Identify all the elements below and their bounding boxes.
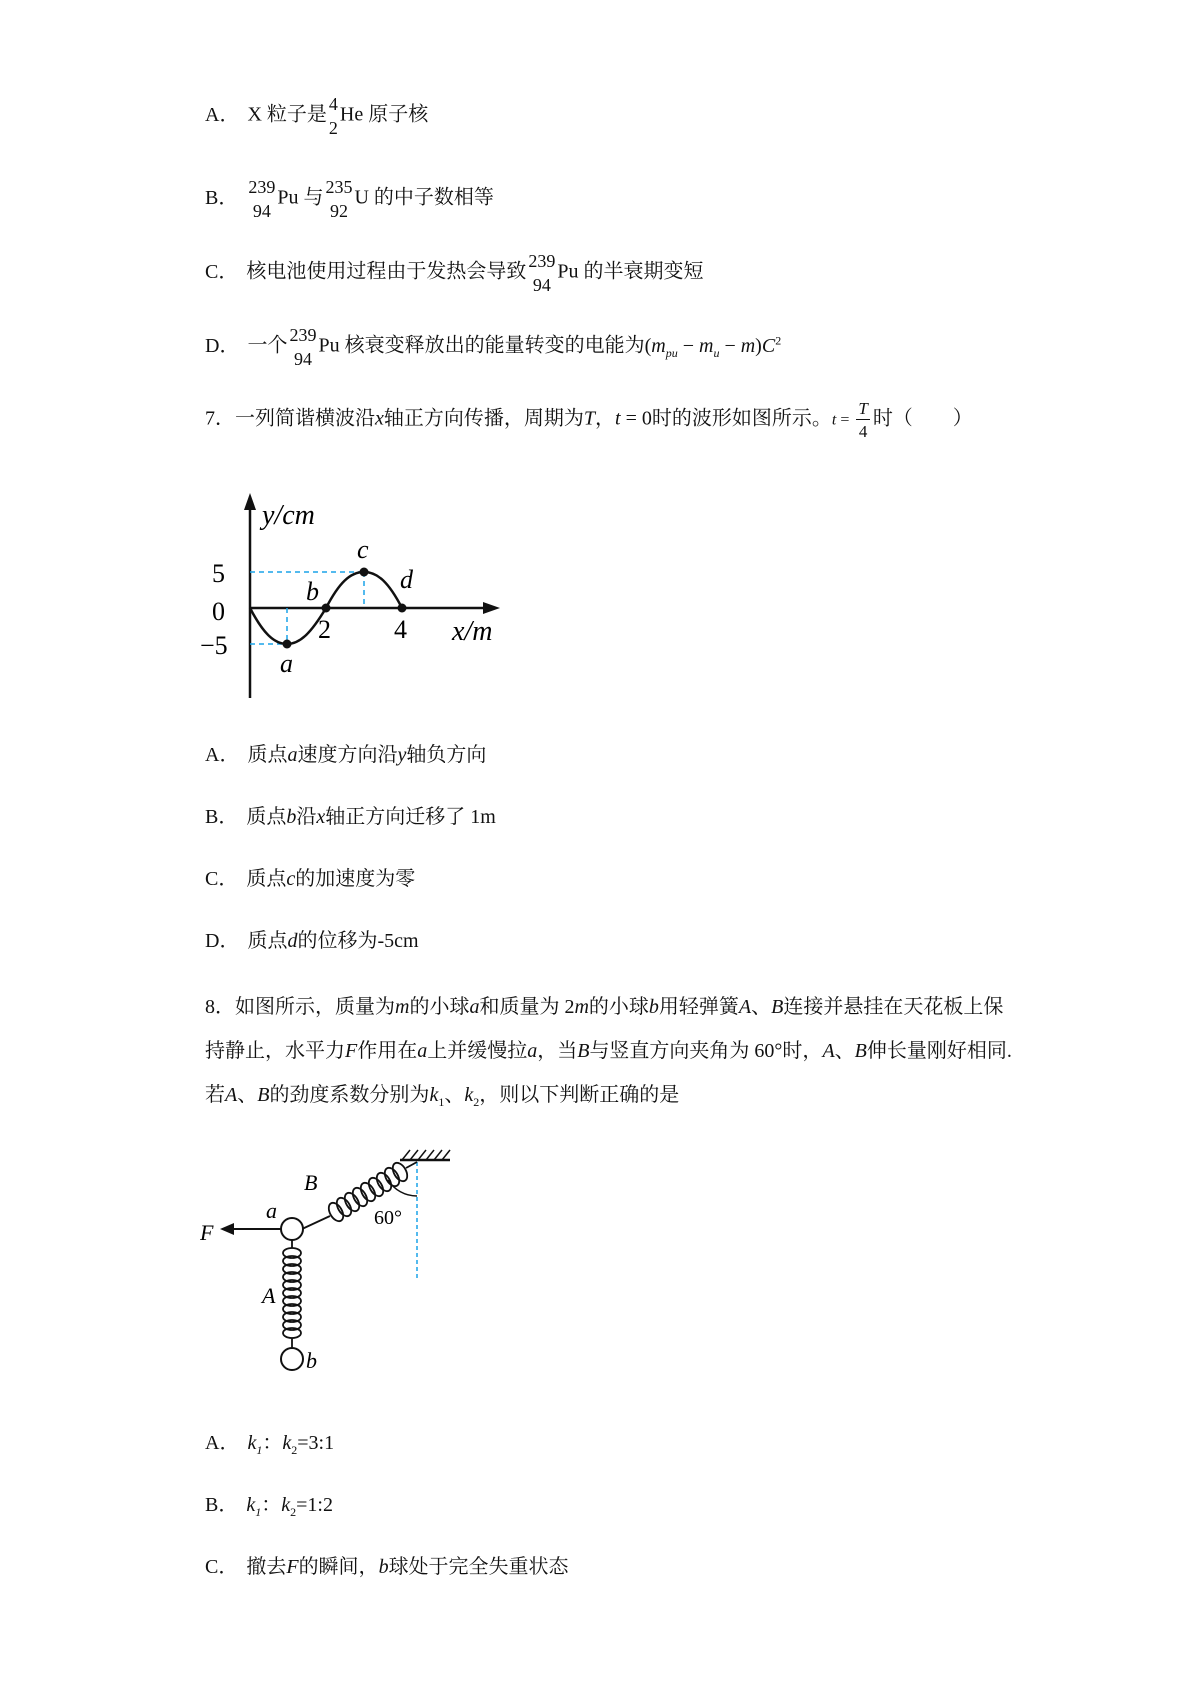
isotope-notation: 239 94: [289, 325, 317, 370]
energy-formula: $(m_{pu} - m_u - m)C^2$: [644, 333, 782, 360]
fraction-t-over-4: $\frac{T}{4}$: [858, 399, 868, 441]
angle-label: 60°: [374, 1207, 402, 1229]
label-c: c: [357, 535, 369, 564]
ball-b-label: b: [306, 1348, 317, 1373]
q6-option-d: D． 一个 239 94 Pu 核衰变释放出的能量转变的电能为$(m_{pu} - m_u - m)C^2$: [205, 325, 782, 370]
label-a: a: [280, 649, 293, 678]
ball-a-label: a: [266, 1198, 277, 1223]
ceiling-hatch: [402, 1150, 450, 1160]
tick-minus-5: −5: [200, 631, 228, 660]
q8-stem: 8．如图所示，质量为m的小球a和质量为 2m的小球b用轻弹簧A、B连接并悬挂在天花板上保持静止，水平力F作用在a上并缓慢拉a，当B与竖直方向夹角为 60°时，A、B伸长量刚好相同.若A、B的劲度系数分别为$k_1$、$k_2$，则以下判断正确的是: [205, 996, 1012, 1109]
force-label: F: [200, 1220, 214, 1245]
x-axis-arrow: [483, 602, 500, 614]
spring-a: [283, 1240, 301, 1348]
angle-arc: [388, 1180, 417, 1196]
point-d: [398, 604, 407, 613]
q7-stem: 7．一列简谐横波沿x轴正方向传播，周期为T，t = 0时的波形如图所示。t = $\frac{T}{4}$ 时（ ）: [205, 399, 973, 441]
q6-option-a: A． X 粒子是 4 2 He 原子核: [205, 94, 429, 138]
q8-option-a: A． $k_1$：$k_2=3:1$: [205, 1432, 335, 1457]
isotope-notation: 4 2: [328, 94, 338, 138]
spring-figure: [200, 1148, 470, 1388]
ball-a: [281, 1218, 303, 1240]
label-b: b: [306, 577, 319, 606]
q6-option-c: C． 核电池使用过程由于发热会导致 239 94 Pu 的半衰期变短: [205, 251, 704, 295]
q7-option-a: A． 质点a速度方向沿y轴负方向: [205, 744, 487, 766]
label-d: d: [400, 565, 413, 594]
q8-option-c: C． 撤去F的瞬间，b球处于完全失重状态: [205, 1556, 569, 1578]
y-axis-label: y/cm: [262, 500, 315, 531]
tick-2: 2: [318, 615, 331, 644]
x-axis-label: x/m: [452, 616, 493, 647]
spring-a-label: A: [262, 1283, 276, 1308]
isotope-notation: 239 94: [248, 177, 276, 221]
point-c: [360, 568, 369, 577]
force-arrowhead: [220, 1223, 234, 1235]
q6-option-b: B． 239 94 Pu 与 235 92 U 的中子数相等: [205, 177, 494, 221]
wave-figure: [200, 488, 520, 708]
point-a: [283, 640, 292, 649]
y-axis-arrow: [244, 493, 256, 510]
isotope-notation: 235 92: [325, 177, 353, 221]
point-b: [322, 604, 331, 613]
tick-0: 0: [212, 597, 225, 626]
ball-b: [281, 1348, 303, 1370]
isotope-notation: 239 94: [528, 251, 556, 295]
q8-option-b: B． $k_1$：$k_2=1:2$: [205, 1494, 333, 1519]
tick-4: 4: [394, 615, 407, 644]
tick-5: 5: [212, 559, 225, 588]
spring-b-label: B: [304, 1170, 318, 1195]
q7-option-d: D． 质点d的位移为-5cm: [205, 930, 419, 952]
q7-option-b: B． 质点b沿x轴正方向迁移了 1m: [205, 806, 496, 828]
q7-option-c: C． 质点c的加速度为零: [205, 868, 416, 890]
